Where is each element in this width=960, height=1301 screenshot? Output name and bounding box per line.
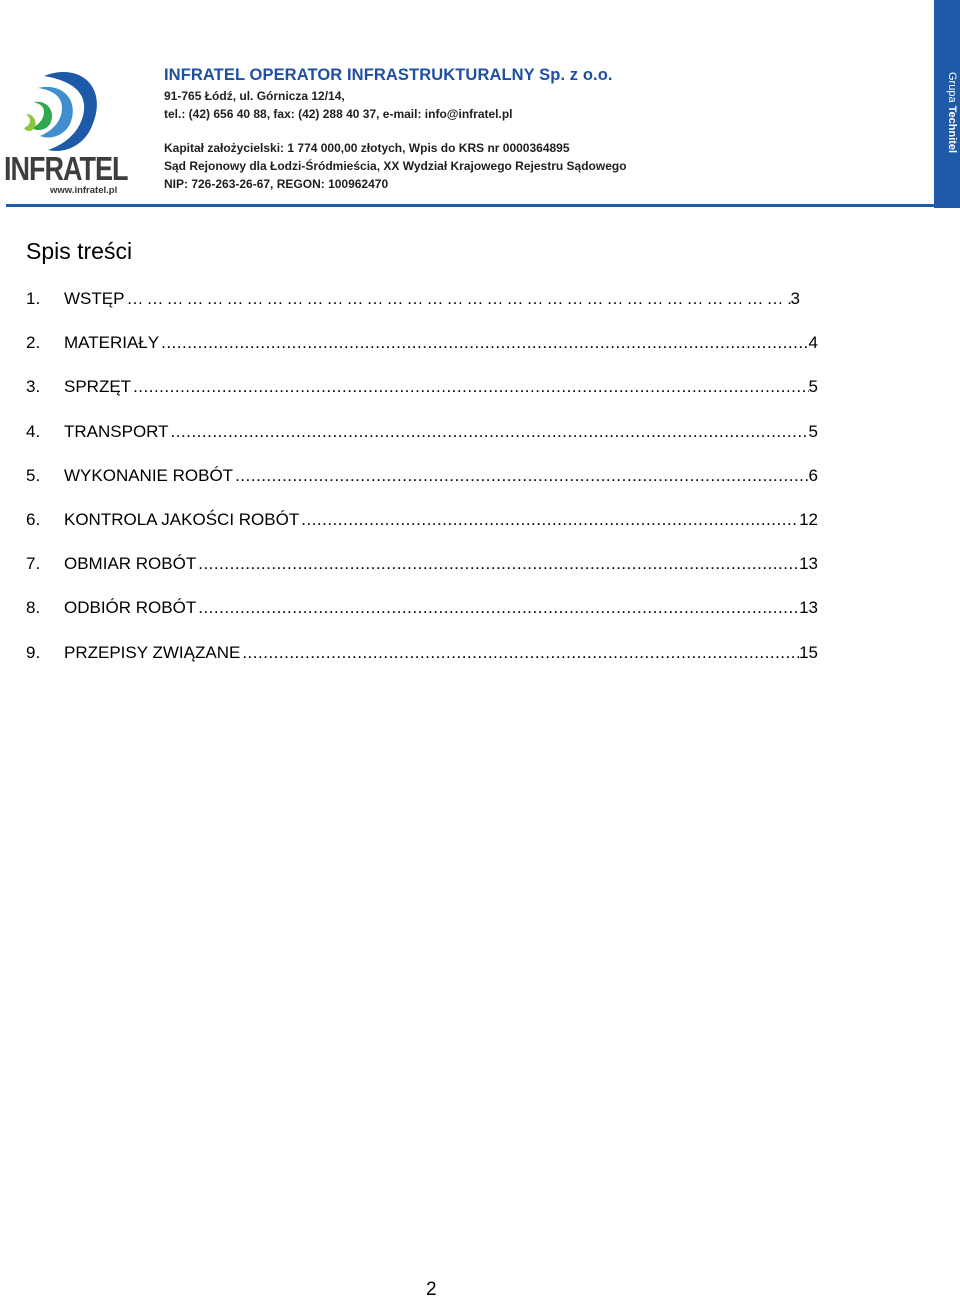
toc-entry-page: 6 xyxy=(808,465,818,485)
logo-url: www.infratel.pl xyxy=(50,185,118,196)
company-address: 91-765 Łódź, ul. Górnicza 12/14, xyxy=(164,89,345,103)
company-name: INFRATEL OPERATOR INFRASTRUKTURALNY Sp. z o.o. xyxy=(164,66,613,84)
group-brand-name: Technitel xyxy=(946,105,958,154)
toc-entry-number: 1. xyxy=(26,289,41,308)
toc-title: Spis treści xyxy=(26,238,133,264)
toc-entry-page: 12 xyxy=(799,509,818,529)
toc-entry-label: WSTĘP xyxy=(64,289,125,308)
company-contact: tel.: (42) 656 40 88, fax: (42) 288 40 37, e-mail: info@infratel.pl xyxy=(164,107,513,121)
toc-entry[interactable] xyxy=(26,551,818,595)
toc-leader xyxy=(299,507,799,533)
toc-entry[interactable] xyxy=(26,330,818,374)
toc-entry[interactable] xyxy=(26,419,818,463)
toc-leader xyxy=(159,330,808,356)
toc-entry-number: 9. xyxy=(26,642,41,662)
logo-wordmark: INFRATEL xyxy=(4,150,128,188)
toc-entry-label: SPRZĘT xyxy=(64,377,132,397)
toc-entry-page: 15 xyxy=(799,642,818,662)
toc-leader xyxy=(196,551,799,577)
page-number: 2 xyxy=(426,1279,437,1300)
toc-entry-number: 5. xyxy=(26,465,41,485)
toc-entry-label: PRZEPISY ZWIĄZANE xyxy=(64,642,241,662)
toc-entry-label: KONTROLA JAKOŚCI ROBÓT xyxy=(64,509,300,529)
toc-leader xyxy=(169,419,809,445)
toc-entry-number: 6. xyxy=(26,509,41,529)
toc-leader xyxy=(124,286,790,312)
company-details xyxy=(164,66,627,191)
table-of-contents xyxy=(26,286,818,684)
toc-entry-page: 5 xyxy=(808,421,818,441)
toc-entry-number: 2. xyxy=(26,333,41,353)
toc-entry-label: OBMIAR ROBÓT xyxy=(64,554,197,574)
toc-leader xyxy=(131,374,808,400)
company-capital: Kapitał założycielski: 1 774 000,00 złotych, Wpis do KRS nr 0000364895 xyxy=(164,141,570,155)
toc-leader xyxy=(240,640,799,666)
toc-entry[interactable] xyxy=(26,286,818,330)
group-brand-text xyxy=(936,72,958,172)
letterhead xyxy=(0,0,960,210)
toc-entry-label: WYKONANIE ROBÓT xyxy=(64,465,234,485)
toc-entry-page: 13 xyxy=(799,554,818,574)
toc-entry-number: 3. xyxy=(26,377,41,397)
toc-entry[interactable] xyxy=(26,507,818,551)
company-court: Sąd Rejonowy dla Łodzi-Śródmieścia, XX Wydział Krajowego Rejestru Sądowego xyxy=(164,159,627,173)
toc-leader xyxy=(196,595,799,621)
group-brand-prefix: Grupa xyxy=(946,72,958,103)
toc-entry-page: 4 xyxy=(808,333,818,353)
toc-entry-label: MATERIAŁY xyxy=(64,333,160,353)
toc-entry[interactable] xyxy=(26,374,818,418)
toc-entry[interactable] xyxy=(26,595,818,639)
toc-entry[interactable] xyxy=(26,640,818,684)
toc-entry-number: 7. xyxy=(26,554,41,574)
toc-entry[interactable] xyxy=(26,463,818,507)
toc-entry-page: 3 xyxy=(790,289,800,308)
toc-entry-page: 13 xyxy=(799,598,818,618)
toc-entry-number: 8. xyxy=(26,598,41,618)
company-tax-ids: NIP: 726-263-26-67, REGON: 100962470 xyxy=(164,177,389,191)
toc-entry-number: 4. xyxy=(26,421,41,441)
toc-entry-label: ODBIÓR ROBÓT xyxy=(64,598,197,618)
toc-entry-label: TRANSPORT xyxy=(64,421,169,441)
toc-entry-page: 5 xyxy=(808,377,818,397)
toc-leader xyxy=(233,463,808,489)
header-divider xyxy=(6,204,934,207)
